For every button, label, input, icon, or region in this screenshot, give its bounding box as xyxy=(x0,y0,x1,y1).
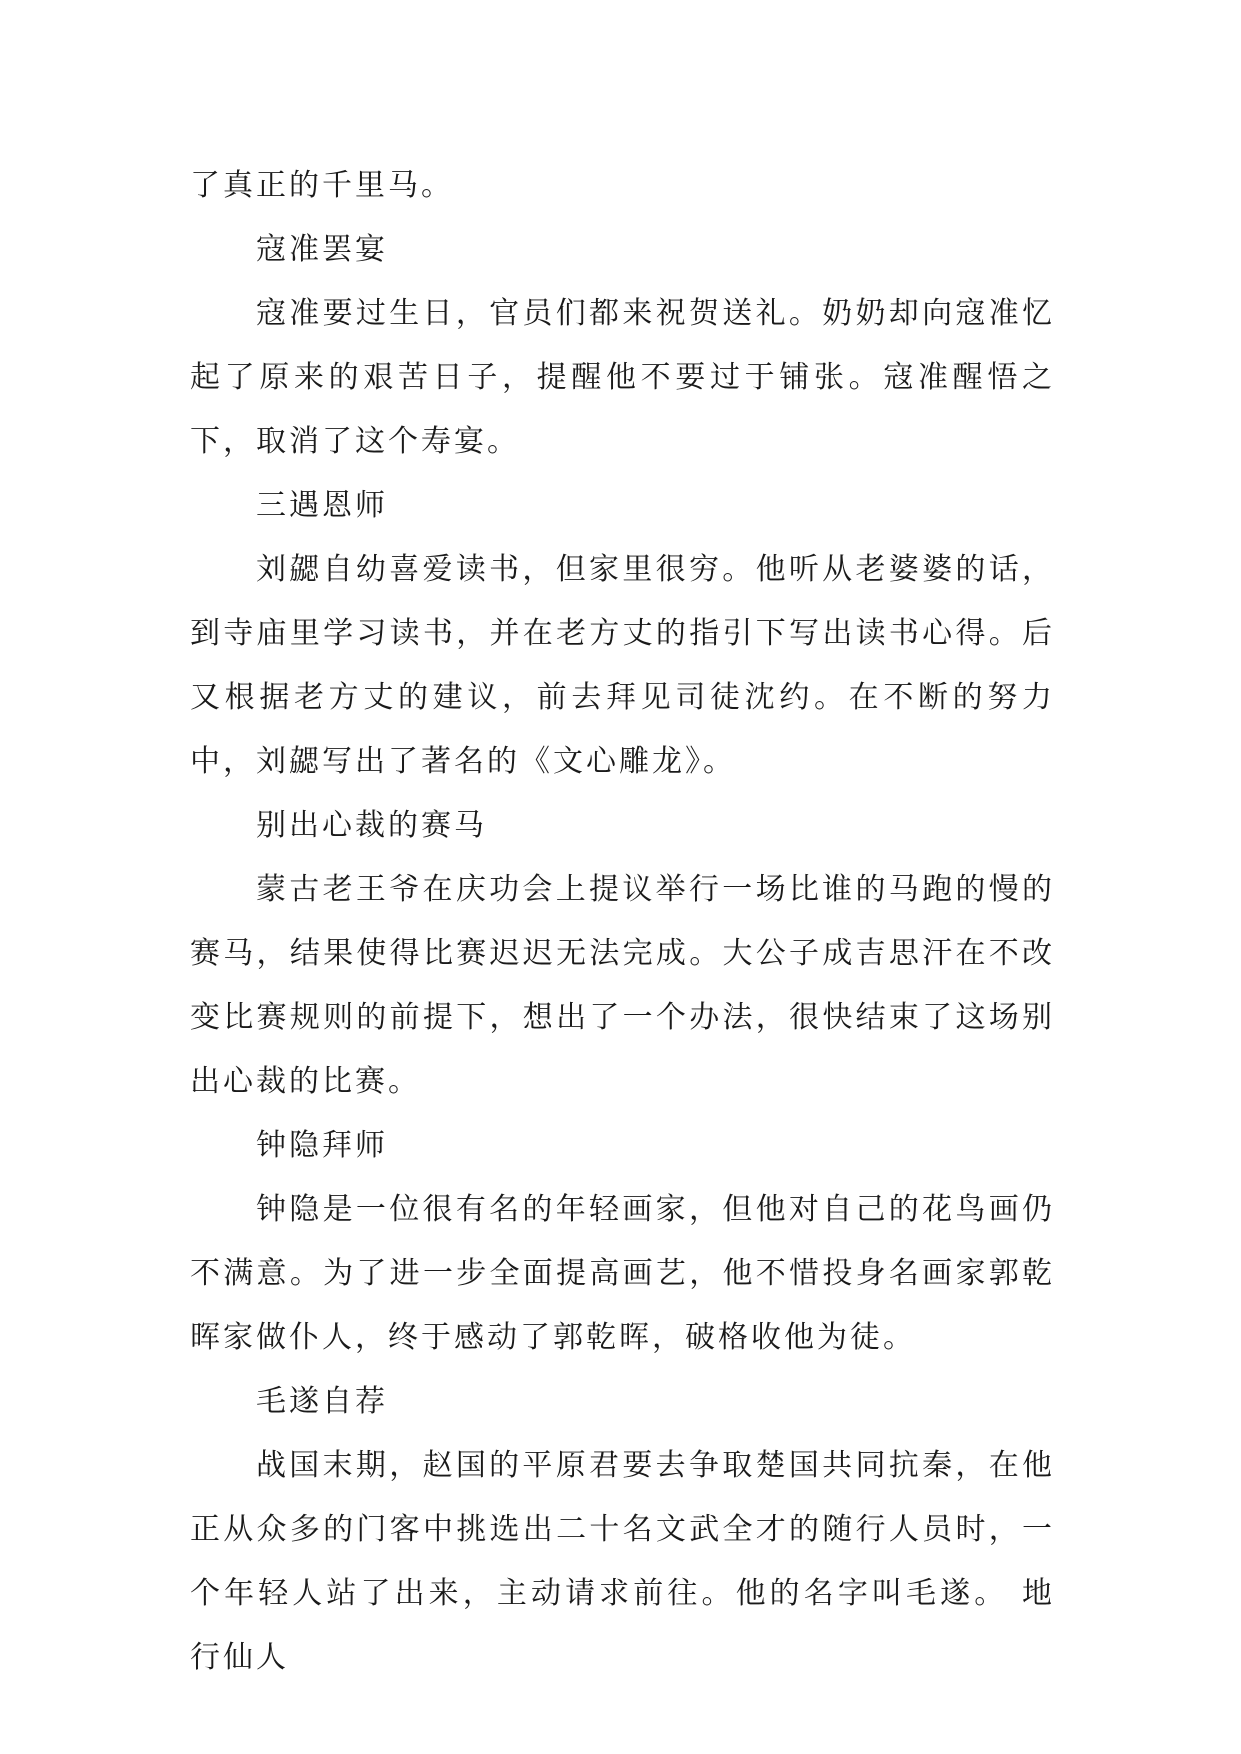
paragraph-horse-race: 蒙古老王爷在庆功会上提议举行一场比谁的马跑的慢的赛马，结果使得比赛迟迟无法完成。大公子成吉思汗在不改变比赛规则的前提下，想出了一个办法，很快结束了这场别出心裁的比赛。 xyxy=(190,872,1055,1099)
section-heading-kou-zhun: 寇准罢宴 xyxy=(256,232,388,267)
paragraph-continued: 了真正的千里马。 xyxy=(190,168,454,203)
paragraph-kou-zhun: 寇准要过生日，官员们都来祝贺送礼。奶奶却向寇准忆起了原来的艰苦日子，提醒他不要过于铺张。寇准醒悟之下，取消了这个寿宴。 xyxy=(190,296,1055,459)
section-heading-mao-sui: 毛遂自荐 xyxy=(256,1384,388,1419)
section-heading-zhong-yin: 钟隐拜师 xyxy=(256,1128,388,1163)
paragraph-zhong-yin: 钟隐是一位很有名的年轻画家，但他对自己的花鸟画仍不满意。为了进一步全面提高画艺，他不惜投身名画家郭乾晖家做仆人，终于感动了郭乾晖，破格收他为徒。 xyxy=(190,1192,1055,1355)
document-body xyxy=(190,154,1055,1690)
section-heading-san-yu-en-shi: 三遇恩师 xyxy=(256,488,388,523)
section-heading-horse-race: 别出心裁的赛马 xyxy=(256,808,487,843)
paragraph-mao-sui: 战国末期，赵国的平原君要去争取楚国共同抗秦，在他正从众多的门客中挑选出二十名文武全才的随行人员时，一个年轻人站了出来，主动请求前往。他的名字叫毛遂。 地行仙人 xyxy=(190,1448,1055,1675)
paragraph-liu-xie: 刘勰自幼喜爱读书，但家里很穷。他听从老婆婆的话，到寺庙里学习读书，并在老方丈的指引下写出读书心得。后又根据老方丈的建议，前去拜见司徒沈约。在不断的努力中，刘勰写出了著名的《文心雕龙》。 xyxy=(190,552,1055,779)
